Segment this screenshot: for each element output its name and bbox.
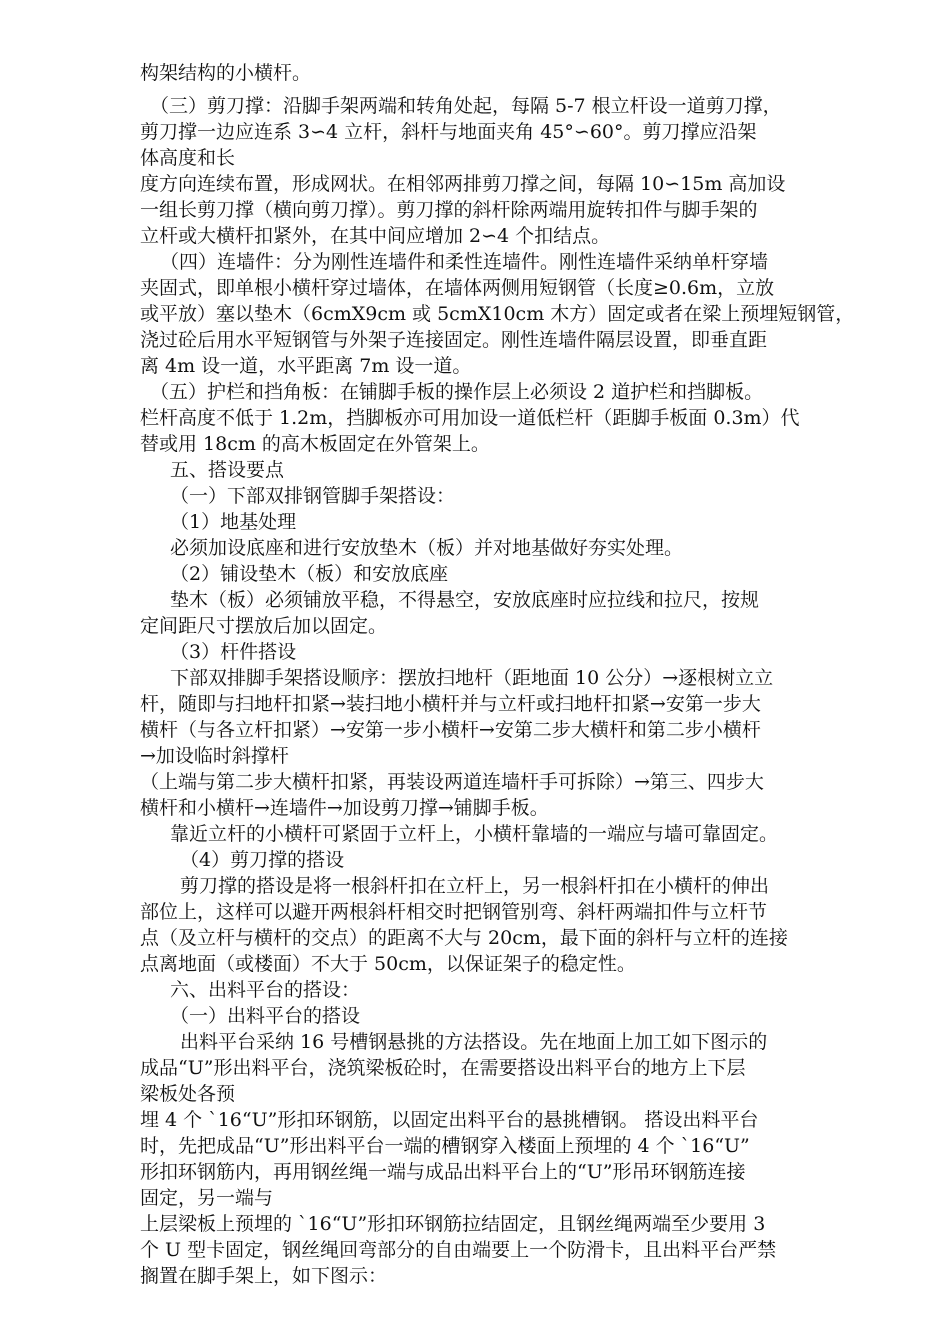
text-line: 一组长剪刀撑（横向剪刀撑）。剪刀撑的斜杆除两端用旋转扣件与脚手架的 xyxy=(140,199,758,221)
text-line: 点离地面（或楼面）不大于 50cm，以保证架子的稳定性。 xyxy=(140,953,636,975)
text-line: 垫木（板）必须铺放平稳，不得悬空，安放底座时应拉线和拉尺，按规 xyxy=(170,589,760,611)
text-line: （上端与第二步大横杆扣紧，再装设两道连墙杆手可拆除）→第三、四步大 xyxy=(140,771,764,793)
text-line: 离 4m 设一道，水平距离 7m 设一道。 xyxy=(140,355,472,377)
text-line: 上层梁板上预埋的 `16“U”形扣环钢筋拉结固定，且钢丝绳两端至少要用 3 xyxy=(140,1213,766,1235)
text-line: （3）杆件搭设 xyxy=(170,641,297,663)
text-line: 立杆或大横杆扣紧外，在其中间应增加 2∽4 个扣结点。 xyxy=(140,225,611,247)
text-line: 横杆（与各立杆扣紧）→安第一步小横杆→安第二步大横杆和第二步小横杆 xyxy=(140,719,761,741)
text-line: （一）出料平台的搭设 xyxy=(170,1005,361,1027)
text-line: 定间距尺寸摆放后加以固定。 xyxy=(140,615,388,637)
text-line: 栏杆高度不低于 1.2m，挡脚板亦可用加设一道低栏杆（距脚手板面 0.3m）代 xyxy=(140,407,800,429)
text-line: 浇过砼后用水平短钢管与外架子连接固定。刚性连墙件隔层设置，即垂直距 xyxy=(140,329,768,351)
text-line: （四）连墙件：分为刚性连墙件和柔性连墙件。刚性连墙件采纳单杆穿墙 xyxy=(160,251,769,273)
text-line: （三）剪刀撑：沿脚手架两端和转角处起，每隔 5-7 根立杆设一道剪刀撑， xyxy=(150,95,782,117)
text-line: 体高度和长 xyxy=(140,147,236,169)
text-line: 或平放）塞以垫木（6cmX9cm 或 5cmX10cm 木方）固定或者在梁上预埋短钢管， xyxy=(140,303,855,325)
text-line: 点（及立杆与横杆的交点）的距离不大与 20cm，最下面的斜杆与立杆的连接 xyxy=(140,927,788,949)
text-line: （2）铺设垫木（板）和安放底座 xyxy=(170,563,449,585)
text-line: 构架结构的小横杆。 xyxy=(140,62,312,84)
text-line: 横杆和小横杆→连墙件→加设剪刀撑→铺脚手板。 xyxy=(140,797,549,819)
text-line: （1）地基处理 xyxy=(170,511,297,533)
text-line: 搁置在脚手架上，如下图示： xyxy=(140,1265,388,1287)
text-line: 出料平台采纳 16 号槽钢悬挑的方法搭设。先在地面上加工如下图示的 xyxy=(180,1031,768,1053)
text-line: （五）护栏和挡角板：在铺脚手板的操作层上必须设 2 道护栏和挡脚板。 xyxy=(150,381,764,403)
text-line: 杆，随即与扫地杆扣紧→装扫地小横杆并与立杆或扫地杆扣紧→安第一步大 xyxy=(140,693,761,715)
text-line: 必须加设底座和进行安放垫木（板）并对地基做好夯实处理。 xyxy=(170,537,684,559)
text-line: 成品“U”形出料平台，浇筑梁板砼时，在需要搭设出料平台的地方上下层 xyxy=(140,1057,746,1079)
text-line: 时，先把成品“U”形出料平台一端的槽钢穿入楼面上预埋的 4 个 `16“U” xyxy=(140,1135,750,1157)
text-line: 下部双排脚手架搭设顺序：摆放扫地杆（距地面 10 公分）→逐根树立立 xyxy=(170,667,774,689)
text-line: 剪刀撑的搭设是将一根斜杆扣在立杆上，另一根斜杆扣在小横杆的伸出 xyxy=(180,875,770,897)
text-line: 形扣环钢筋内，再用钢丝绳一端与成品出料平台上的“U”形吊环钢筋连接 xyxy=(140,1161,746,1183)
text-line: 部位上，这样可以避开两根斜杆相交时把钢管别弯、斜杆两端扣件与立杆节 xyxy=(140,901,768,923)
text-line: 固定，另一端与 xyxy=(140,1187,274,1209)
text-line: →加设临时斜撑杆 xyxy=(140,745,289,767)
text-line: （一）下部双排钢管脚手架搭设： xyxy=(170,485,456,507)
text-line: 梁板处各预 xyxy=(140,1083,236,1105)
text-line: 六、出料平台的搭设： xyxy=(170,979,361,1001)
text-line: （4）剪刀撑的搭设 xyxy=(180,849,345,871)
text-line: 五、搭设要点 xyxy=(170,459,285,481)
text-line: 替或用 18cm 的高木板固定在外管架上。 xyxy=(140,433,490,455)
text-line: 剪刀撑一边应连系 3∽4 立杆，斜杆与地面夹角 45°∽60°。剪刀撑应沿架 xyxy=(140,121,757,143)
text-line: 度方向连续布置，形成网状。在相邻两排剪刀撑之间，每隔 10∽15m 高加设 xyxy=(140,173,786,195)
text-line: 靠近立杆的小横杆可紧固于立杆上，小横杆靠墙的一端应与墙可靠固定。 xyxy=(170,823,779,845)
text-line: 埋 4 个 `16“U”形扣环钢筋，以固定出料平台的悬挑槽钢。 搭设出料平台 xyxy=(140,1109,759,1131)
text-line: 夹固式，即单根小横杆穿过墙体，在墙体两侧用短钢管（长度≥0.6m，立放 xyxy=(140,277,775,299)
text-line: 个 U 型卡固定，钢丝绳回弯部分的自由端要上一个防滑卡，且出料平台严禁 xyxy=(140,1239,777,1261)
